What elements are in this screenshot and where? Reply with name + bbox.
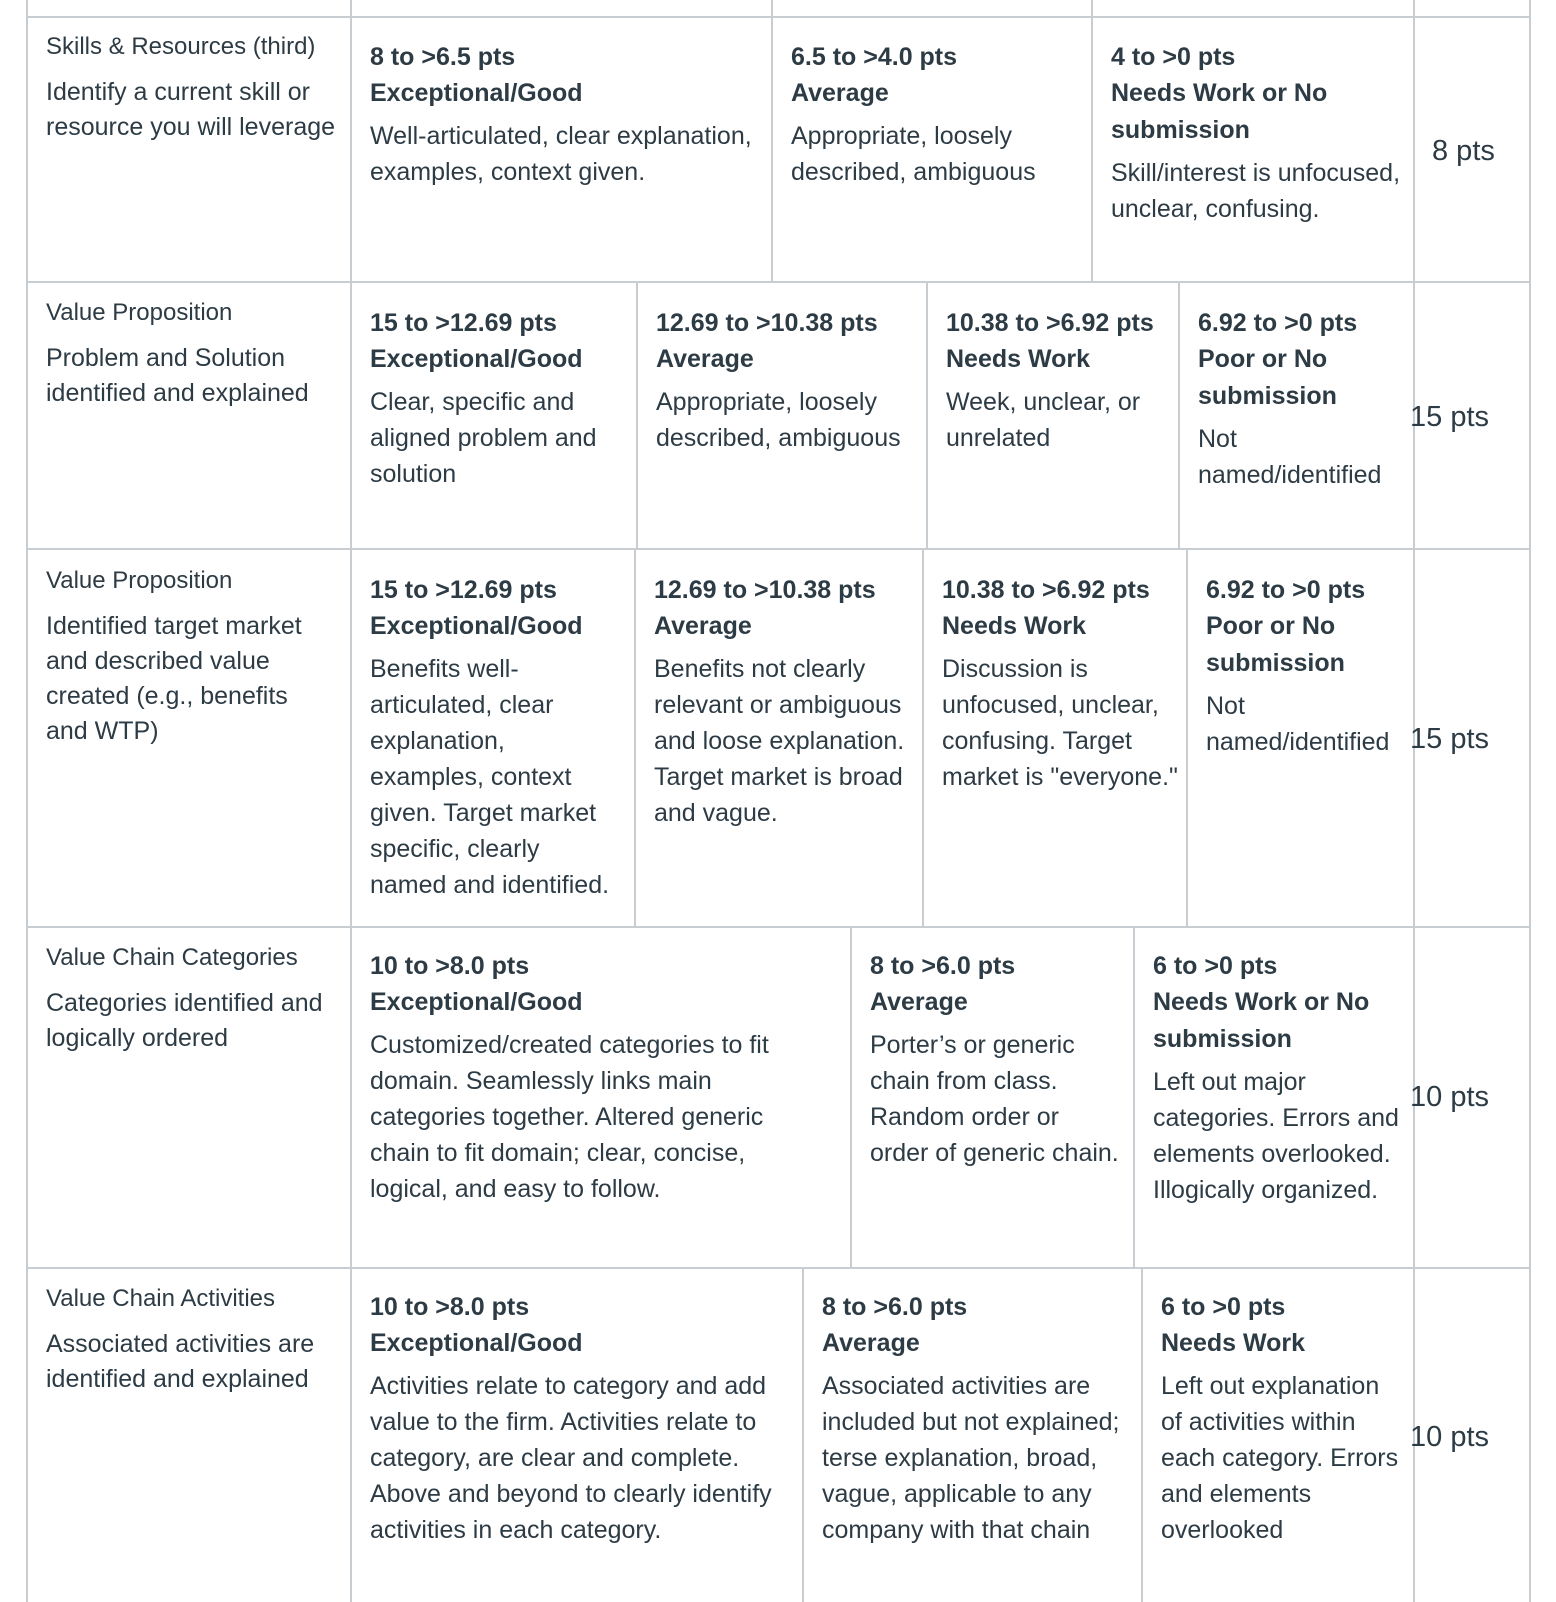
rating-cell[interactable] <box>1206 572 1406 760</box>
rating-description: Not named/identified <box>1206 692 1390 756</box>
rating-cell[interactable] <box>942 572 1178 795</box>
row-divider <box>26 926 1531 928</box>
rating-description: Activities relate to category and add value to the firm. Activities relate to category, are clear and complete. Above and beyond to clearly identify activities in each category. <box>370 1372 772 1544</box>
table-border-left <box>26 0 28 1602</box>
rating-title: Exceptional/Good <box>370 612 583 640</box>
rating-divider <box>1091 0 1093 282</box>
rating-title: Exceptional/Good <box>370 79 583 107</box>
row-divider <box>26 548 1531 550</box>
rating-description: Benefits well-articulated, clear explanation, examples, context given. Target market specific, clearly named and identified. <box>370 655 610 899</box>
criterion-cell <box>46 1285 336 1397</box>
rating-title: Poor or No submission <box>1198 345 1337 410</box>
rating-divider <box>850 926 852 1268</box>
rating-title: Average <box>656 345 754 373</box>
rating-title: Needs Work <box>1161 1329 1306 1357</box>
rating-description: Porter’s or generic chain from class. Random order or order of generic chain. <box>870 1031 1119 1167</box>
criterion-title: Value Chain Activities <box>46 1285 276 1312</box>
rating-cell[interactable] <box>370 572 622 903</box>
rating-title: Average <box>870 988 968 1016</box>
criterion-column-divider <box>350 0 352 1602</box>
rating-description: Benefits not clearly relevant or ambiguous and loose explanation. Target market is broad and vague. <box>654 655 905 827</box>
rating-description: Associated activities are included but not explained; terse explanation, broad, vague, applicable to any company with that chain <box>822 1372 1120 1544</box>
criterion-points: 15 pts <box>1410 401 1489 433</box>
criterion-cell <box>46 299 336 411</box>
criterion-description: Associated activities are identified and explained <box>46 1330 315 1393</box>
rating-divider <box>922 548 924 927</box>
rating-cell[interactable] <box>370 305 622 492</box>
criterion-title: Value Proposition <box>46 567 233 594</box>
rating-title: Average <box>822 1329 920 1357</box>
criterion-points: 15 pts <box>1410 723 1489 755</box>
rating-description: Appropriate, loosely described, ambiguous <box>656 388 901 452</box>
criterion-title: Value Proposition <box>46 299 233 326</box>
rating-divider <box>1178 281 1180 549</box>
rating-cell[interactable] <box>822 1289 1127 1548</box>
rating-cell[interactable] <box>946 305 1168 456</box>
rating-title: Needs Work <box>946 345 1091 373</box>
criterion-cell <box>46 33 336 145</box>
criterion-description: Identify a current skill or resource you will leverage <box>46 78 336 141</box>
rating-points: 10 to >8.0 pts <box>370 1293 530 1321</box>
criterion-points: 8 pts <box>1432 135 1495 167</box>
rating-points: 10 to >8.0 pts <box>370 952 530 980</box>
rating-title: Poor or No submission <box>1206 612 1345 677</box>
rating-points: 12.69 to >10.38 pts <box>654 576 876 604</box>
rating-cell[interactable] <box>370 39 755 190</box>
rating-title: Exceptional/Good <box>370 1329 583 1357</box>
rating-points: 15 to >12.69 pts <box>370 309 557 337</box>
criterion-description: Identified target market and described value created (e.g., benefits and WTP) <box>46 612 302 745</box>
rating-cell[interactable] <box>1111 39 1403 227</box>
rating-title: Exceptional/Good <box>370 345 583 373</box>
rating-title: Average <box>654 612 752 640</box>
rating-description: Discussion is unfocused, unclear, confusing. Target market is "everyone." <box>942 655 1178 791</box>
rating-description: Skill/interest is unfocused, unclear, confusing. <box>1111 159 1401 223</box>
rating-cell[interactable] <box>654 572 910 831</box>
row-divider <box>26 1267 1531 1269</box>
rating-divider <box>1141 1267 1143 1602</box>
criterion-title: Skills & Resources (third) <box>46 33 316 60</box>
rating-points: 10.38 to >6.92 pts <box>946 309 1154 337</box>
rating-cell[interactable] <box>870 948 1120 1171</box>
rating-points: 6 to >0 pts <box>1161 1293 1286 1321</box>
rating-cell[interactable] <box>370 948 828 1207</box>
rating-title: Needs Work or No submission <box>1111 79 1328 144</box>
rating-description: Left out major categories. Errors and elements overlooked. Illogically organized. <box>1153 1068 1399 1204</box>
rating-divider <box>634 548 636 927</box>
criterion-points: 10 pts <box>1410 1081 1489 1113</box>
table-border-right <box>1529 0 1531 1602</box>
rating-description: Not named/identified <box>1198 425 1382 489</box>
row-divider <box>26 16 1531 18</box>
rating-points: 8 to >6.0 pts <box>870 952 1016 980</box>
rating-title: Average <box>791 79 889 107</box>
rating-title: Needs Work or No submission <box>1153 988 1370 1053</box>
criterion-title: Value Chain Categories <box>46 944 298 971</box>
rating-cell[interactable] <box>1153 948 1403 1208</box>
rating-description: Well-articulated, clear explanation, examples, context given. <box>370 122 752 186</box>
criterion-description: Categories identified and logically ordered <box>46 989 323 1052</box>
rating-points: 12.69 to >10.38 pts <box>656 309 878 337</box>
rating-cell[interactable] <box>791 39 1076 190</box>
criterion-cell <box>46 944 336 1056</box>
rating-divider <box>1133 926 1135 1268</box>
rating-points: 6.5 to >4.0 pts <box>791 43 958 71</box>
rating-description: Week, unclear, or unrelated <box>946 388 1141 452</box>
rating-description: Clear, specific and aligned problem and solution <box>370 388 597 488</box>
rating-points: 8 to >6.5 pts <box>370 43 516 71</box>
rating-divider <box>926 281 928 549</box>
rating-points: 8 to >6.0 pts <box>822 1293 968 1321</box>
criterion-description: Problem and Solution identified and explained <box>46 344 309 407</box>
rating-title: Exceptional/Good <box>370 988 583 1016</box>
rating-points: 15 to >12.69 pts <box>370 576 557 604</box>
rating-divider <box>1186 548 1188 927</box>
rating-points: 10.38 to >6.92 pts <box>942 576 1150 604</box>
rating-divider <box>636 281 638 549</box>
rating-description: Customized/created categories to fit domain. Seamlessly links main categories together. Altered generic chain to fit domain; clear, concise, logical, and easy to follow. <box>370 1031 769 1203</box>
rating-points: 6 to >0 pts <box>1153 952 1278 980</box>
rating-cell[interactable] <box>656 305 914 456</box>
rating-title: Needs Work <box>942 612 1087 640</box>
rating-cell[interactable] <box>1198 305 1403 493</box>
rating-divider <box>771 0 773 282</box>
rating-points: 6.92 to >0 pts <box>1206 576 1366 604</box>
rating-divider <box>802 1267 804 1602</box>
row-divider <box>26 281 1531 283</box>
rating-points: 4 to >0 pts <box>1111 43 1236 71</box>
rating-description: Left out explanation of activities within each category. Errors and elements overlooked <box>1161 1372 1399 1544</box>
rating-cell[interactable] <box>1161 1289 1403 1548</box>
points-column-divider <box>1413 0 1415 1602</box>
criterion-cell <box>46 567 336 749</box>
rating-cell[interactable] <box>370 1289 785 1548</box>
rating-description: Appropriate, loosely described, ambiguous <box>791 122 1036 186</box>
criterion-points: 10 pts <box>1410 1421 1489 1453</box>
rating-points: 6.92 to >0 pts <box>1198 309 1358 337</box>
